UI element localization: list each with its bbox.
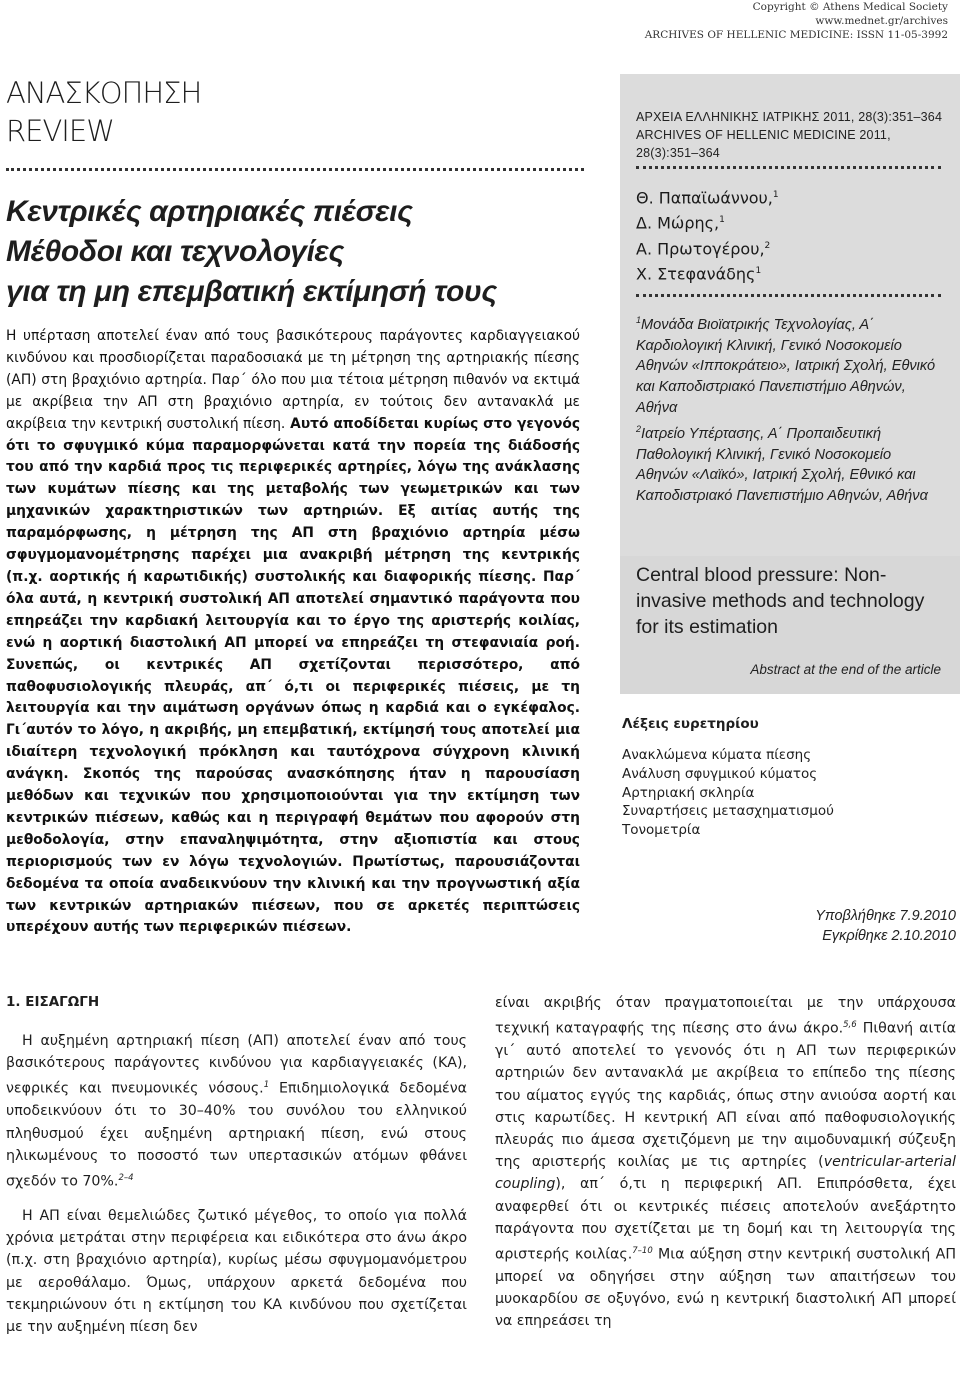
paragraph: Η ΑΠ είναι θεμελιώδες ζωτικό μέγεθος, το οποίο για πολλά χρόνια μετράται στην περιφέρεια και ειδικότερα στο άνω άκρο (π.χ. στη βραχιόνιο αρτηρία), κυρίως μέσω σφυγμομανόμετρου με αεροθάλαμο. Όμως, υπάρχουν αρκετά δεδομένα που τεκμηριώνουν ότι η εκτίμηση του ΚΑ κινδύνου που σχετίζεται με την αυξημένη πίεση δεν [6, 1207, 467, 1335]
citation: 2–4 [118, 1172, 134, 1183]
accepted-date: Εγκρίθηκε 2.10.2010 [822, 928, 956, 944]
keywords-title: Λέξεις ευρετηρίου [622, 716, 759, 732]
dotted-divider [636, 294, 941, 297]
body-column-left [6, 1030, 467, 1338]
journal-ref-english: ARCHIVES OF HELLENIC MEDICINE 2011, 28(3):351–364 [636, 128, 891, 160]
affiliation-1: $^1$Μονάδα Βιοϊατρικής Τεχνολογίας, Α΄ Καρδιολογική Κλινική, Γενικό Νοσοκομείο Αθηνών «Ιπποκράτειο», Ιατρική Σχολή, Εθνικό και Καποδιστριακό Πανεπιστήμιο Αθηνών, Αθήνα [636, 315, 936, 417]
abstract-note: Abstract at the end of the article [750, 662, 941, 677]
keywords-list [622, 746, 942, 840]
abstract-part-1: Η υπέρταση αποτελεί έναν από τους βασικότερους παράγοντες καρδιαγγειακού κινδύνου και προσδιορίζεται παραδοσιακά με τη μέτρηση της αρτηριακής πίεσης (ΑΠ) στη βραχιόνιο αρτηρία. Παρ΄ όλο που μια τέτοια μέτρηση πιθανόν να εκτιμά με ακρίβεια την ΑΠ στη βραχιόνιο αρτηρία, εν τούτοις δεν αντανακλά με ακρίβεια την κεντρική συστολική πίεση. [6, 328, 580, 432]
authors-list [636, 184, 946, 285]
keyword-item: Τονομετρία [622, 822, 701, 839]
body-column-right [495, 992, 956, 1333]
author: Θ. Παπαϊωάννου,$^1$ [636, 188, 779, 208]
keyword-item: Αρτηριακή σκληρία [622, 784, 755, 801]
section-label-english: REVIEW [6, 114, 114, 148]
journal-reference [636, 108, 946, 162]
submitted-date: Υποβλήθηκε 7.9.2010 [815, 908, 956, 924]
dotted-divider [6, 168, 584, 171]
journal-url[interactable]: www.mednet.gr/archives [815, 15, 948, 27]
citation: 1 [263, 1080, 270, 1091]
journal-issn: ARCHIVES OF HELLENIC MEDICINE: ISSN 11-05-3992 [644, 29, 948, 41]
title-line-2: Μέθοδοι και τεχνολογίες [6, 235, 344, 268]
section-label-greek: ΑΝΑΣΚΟΠΗΣΗ [6, 76, 202, 110]
citation: 5,6 [843, 1020, 857, 1031]
affiliations [636, 310, 946, 507]
journal-ref-greek: ΑΡΧΕΙΑ ΕΛΛΗΝΙΚΗΣ ΙΑΤΡΙΚΗΣ 2011, 28(3):351–364 [636, 110, 943, 124]
copyright-text: Copyright © Athens Medical Society [752, 1, 948, 13]
paragraph: Η αυξημένη αρτηριακή πίεση (ΑΠ) αποτελεί έναν από τους βασικότερους παράγοντες κινδύνου για καρδιαγγειακές (ΚΑ), νεφρικές και πνευμονικές νόσους.$^1$ Επιδημιολογικά δεδομένα υποδεικνύουν ότι το 30–40% του συνόλου του ελληνικού πληθυσμού έχει αυξημένη αρτηριακή πίεση, ενώ στους ηλικωμένους το ποσοστό των υπερτασικών ατόμων φθάνει σχεδόν το 70%.$^{2-4}$ [6, 1033, 467, 1190]
abstract-part-2: Αυτό αποδίδεται κυρίως στο γεγονός ότι το σφυγμικό κύμα παραμορφώνεται κατά την πορεία της διάδοσής του από την καρδιά προς τις περιφερικές αρτηρίες, λόγω της ανάκλασης των κυμάτων πίεσης και της μεταβολής των γεωμετρικών και των μηχανικών χαρακτηριστικών των αρτηριών. Εξ αιτίας αυτής της παραμόρφωσης, η μέτρηση της ΑΠ στη βραχιόνιο αρτηρία μέσω σφυγμομανομέτρησης παρέχει μια ανακριβή μέτρηση της κεντρικής (π.χ. αορτικής ή καρωτιδικής) συστολικής και διαφορικής πίεσης. Παρ΄ όλα αυτά, η κεντρική συστολική ΑΠ αποτελεί σημαντικό παράγοντα που επηρεάζει την καρδιακή λειτουργία και το έργο της αριστερής κοιλίας, ενώ η αορτική διαστολική ΑΠ μπορεί να επηρεάζει τη στεφανιαία ροή. Συνεπώς, οι κεντρικές ΑΠ σχετίζονται περισσότερο, από παθοφυσιολογικής πλευράς, απ΄ ό,τι οι περιφερικές πιέσεις, με τη λειτουργία και την αιμάτωση οργάνων όπως η καρδιά και ο εγκέφαλος. Γι΄αυτόν το λόγο, η ακριβής, μη επεμβατική, εκτίμησή τους αποτελεί μια ιδιαίτερη τεχνολογική πρόκληση και ταυτόχρονα σύγχρονη κλινική ανάγκη. Σκοπός της παρούσας ανασκόπησης ήταν η παρουσίαση μεθόδων και τεχνικών που χρησιμοποιούνται για την εκτίμηση των κεντρικών πιέσεων, καθώς και η περιγραφή θεμάτων που αφορούν στη μεθοδολογία, στην επαναληψιμότητα, στην αξιοπιστία και στους περιορισμούς των εν λόγω τεχνολογιών. Πρωτίστως, παρουσιάζονται δεδομένα τα οποία αναδεικνύουν την κλινική και την προγνωστική αξία των κεντρικών αρτηριακών πιέσεων, που σε αρκετές περιπτώσεις υπερέχουν αυτής των περιφερικών πιέσεων. [6, 415, 580, 936]
citation: 7–10 [632, 1245, 653, 1256]
affiliation-2: $^2$Ιατρείο Υπέρτασης, Α΄ Προπαιδευτική Παθολογική Κλινική, Γενικό Νοσοκομείο Αθηνών «Λαϊκό», Ιατρική Σχολή, Εθνικό και Καποδιστριακό Πανεπιστήμιο Αθηνών, Αθήνα [636, 423, 928, 505]
paragraph: είναι ακριβής όταν πραγματοποιείται με την υπάρχουσα τεχνική καταγραφής της πίεσης στο άνω άκρο.$^{5,6}$ Πιθανή αιτία γι΄ αυτό αποτελεί το γενονός ότι η ΑΠ των περιφερικών αρτηριών δεν αντανακλά με ακρίβεια το επίπεδο της πίεσης του αίματος εγγύς της καρδιάς, όπως στην ανιούσα αορτή και στις καρωτίδες. Η κεντρική ΑΠ είναι από παθοφυσιολογικής πλευράς πιο άμεσα σχετιζόμενη με την αιμοδυναμική σύζευξη της αριστερής κοιλίας με τις αρτηρίες (ventricular-arterial coupling), απ΄ ό,τι η περιφερική ΑΠ. Επιπρόσθετα, έχει αναφερθεί ότι οι κεντρικές πιέσεις αποτελούν ανεξάρτητο παράγοντα που σχετίζεται με τη δομή και τη λειτουργία της αριστερής κοιλίας.$^{7-10}$ Μια αύξηση στην κεντρική συστολική ΑΠ μπορεί να οδηγήσει στην αύξηση των απαιτήσεων του μυοκαρδίου σε οξυγόνο, ενώ η κεντρική διαστολική ΑΠ μπορεί να επηρεάσει τη [495, 995, 956, 1330]
author: Χ. Στεφανάδης$^1$ [636, 264, 762, 284]
greek-abstract [6, 326, 580, 939]
submission-dates [620, 906, 956, 946]
title-line-1: Κεντρικές αρτηριακές πιέσεις [6, 195, 413, 228]
author: Α. Πρωτογέρου,$^2$ [636, 238, 771, 258]
keyword-item: Ανακλώμενα κύματα πίεσης [622, 747, 812, 763]
article-title [6, 192, 596, 312]
english-title: Central blood pressure: Non-invasive methods and technology for its estimation [636, 564, 925, 638]
title-line-3: για τη μη επεμβατική εκτίμησή τους [6, 275, 497, 308]
author: Δ. Μώρης,$^1$ [636, 213, 725, 233]
copyright-block [548, 0, 948, 42]
section-heading-introduction: 1. ΕΙΣΑΓΩΓΗ [6, 994, 100, 1010]
keyword-item: Ανάλυση σφυγμικού κύματος [622, 765, 818, 782]
keyword-item: Συναρτήσεις μετασχηματισμού [622, 803, 834, 820]
dotted-divider [636, 166, 941, 169]
